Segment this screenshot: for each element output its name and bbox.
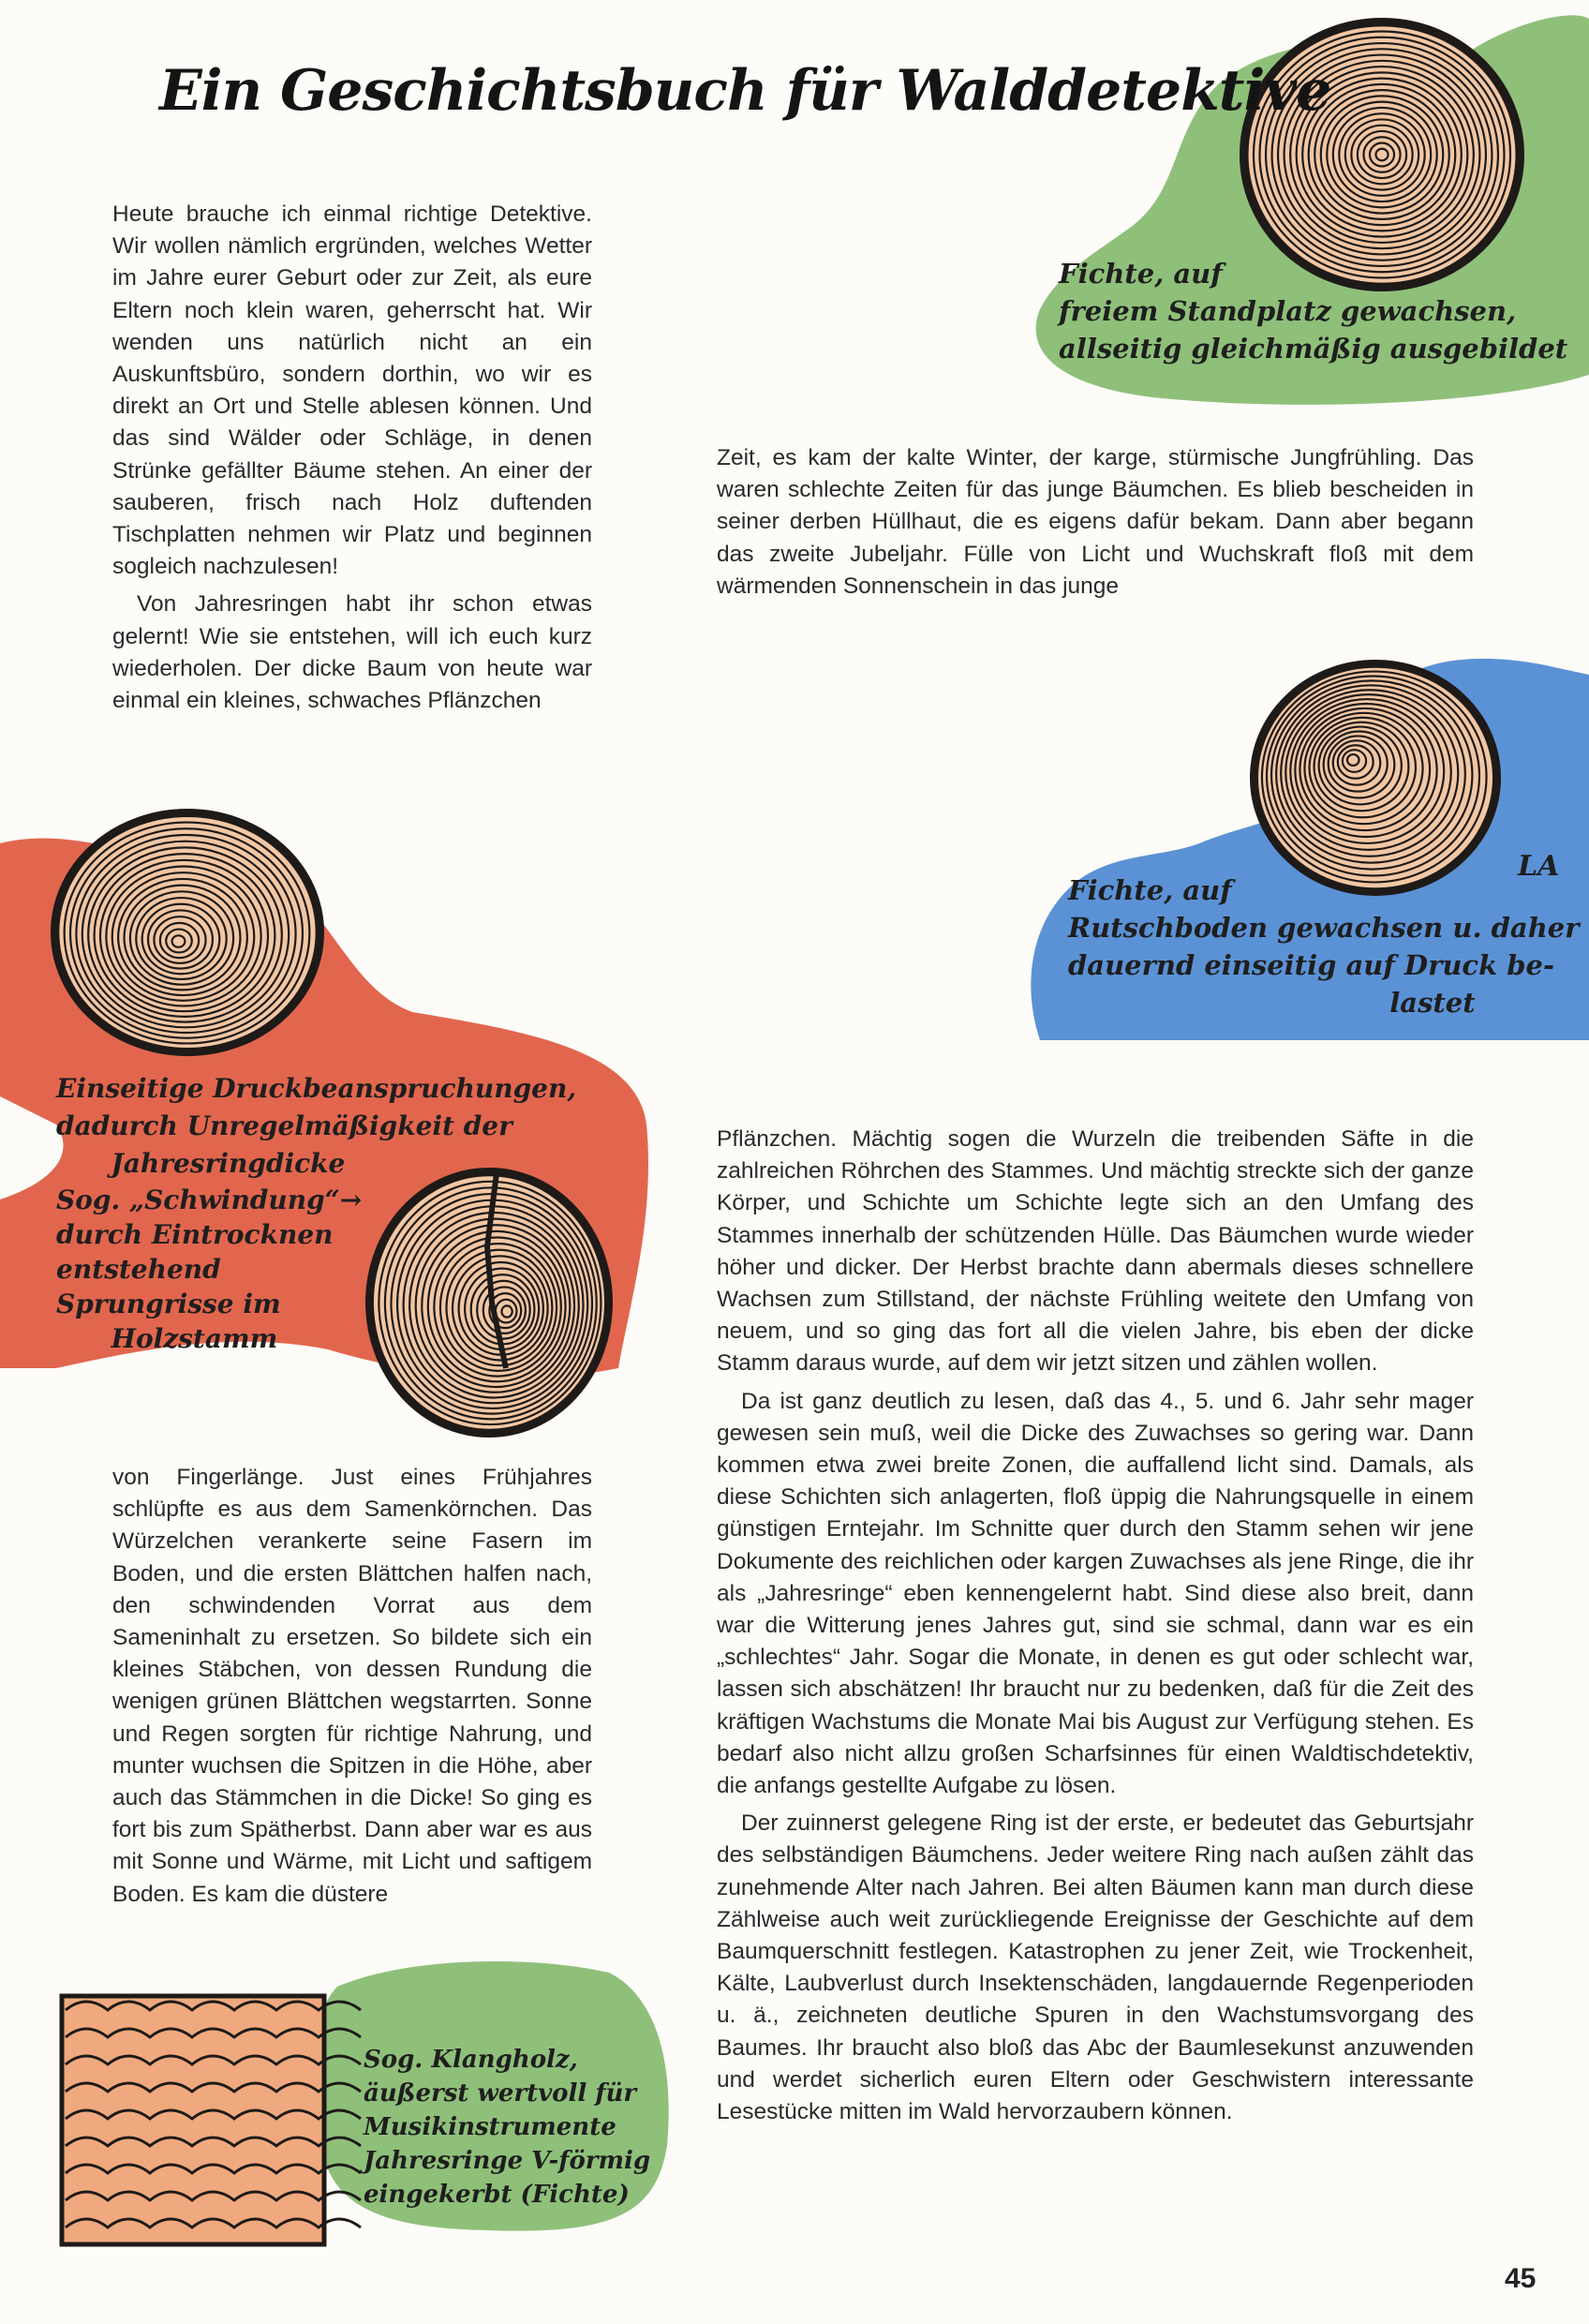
artist-signature: LA [1518,850,1560,883]
paragraph: von Fingerlänge. Just eines Frühjahres schlüpfte es aus dem Samenkörnchen. Das Würzelchen verankerte seine Fasern im Boden, und die ersten Blättchen halfen nach, den schwindenden Vorrat aus dem Sameninhalt zu ersetzen. So bildete sich ein kleines Stäbchen, von dessen Rundung die wenigen grünen Blättchen wegstarrten. Sonne und Regen sorgten für richtige Nahrung, und munter wuchsen die Spitzen in die Höhe, aber auch das Stämmchen in die Dicke! So ging es fort bis zum Spätherbst. Dann aber war es aus mit Sonne und Wärme, mit Licht und saftigem Boden. Es kam die düstere [112,1465,592,1907]
text-column-2-top [717,442,1474,603]
paragraph: Von Jahresringen habt ihr schon etwas gelernt! Wie sie entstehen, will ich euch kurz wiederholen. Der dicke Baum von heute war einmal ein kleines, schwaches Pflänzchen [112,591,592,714]
caption-fichte-rutschboden: Fichte, auf Rutschboden gewachsen u. daher dauernd einseitig auf Druck be- lastet [1068,874,1580,1019]
text-column-1-bottom [112,1462,592,1911]
caption-fichte-freistand: Fichte, auf freiem Standplatz gewachsen, allseitig gleichmäßig ausgebildet [1059,258,1568,365]
text-column-1-top [112,199,592,717]
text-column-2-bottom [717,1124,1474,2128]
page-number: 45 [1505,2263,1537,2294]
paragraph: Der zuinnerst gelegene Ring ist der erste, er bedeutet das Geburtsjahr des selbständigen Bäumchens. Jeder weitere Ring nach außen zählt das zunehmende Alter nach Jahren. Bei alten Bäumen kann man durch diese Zählweise auch weit zurückliegende Ereignisse der Geschichte auf dem Baumquerschnitt festlegen. Katastrophen zu jener Zeit, wie Trockenheit, Kälte, Laubverlust durch Insektenschäden, langdauernde Regenperioden u. ä., zeichneten deutliche Spuren in den Wachstumsvorgang des Baumes. Ihr braucht also bloß das Abc der Baumlesekunst anzuwenden und werdet sicherlich euren Eltern oder Geschwistern interessante Lesestücke mitten im Wald hervorzaubern können. [717,1810,1474,2125]
caption-druckbeanspruchung: Einseitige Druckbeanspruchungen, dadurch Unregelmäßigkeit der Jahresringdicke [56,1073,577,1179]
tree-disc-fichte-rutschboden [1254,663,1497,892]
tree-disc-druckbeanspruchung [54,812,320,1052]
caption-schwindung: Sog. „Schwindung“→ durch Eintrocknen entstehend Sprungrisse im Holzstamm [56,1184,363,1354]
paragraph: Heute brauche ich einmal richtige Detektive. Wir wollen nämlich ergründen, welches Wetter im Jahre eurer Geburt oder zur Zeit, als eure Eltern noch klein waren, geherrscht hat. Wir wenden uns natürlich nicht an ein Auskunftsbüro, sondern dorthin, wo wir es direkt an Ort und Stelle ablesen können. Und das sind Wälder oder Schläge, in denen Strünke gefällter Bäume stehen. An einer der sauberen, frisch nach Holz duftenden Tischplatten nehmen wir Platz und beginnen sogleich nachzulesen! [112,201,592,580]
paragraph: Da ist ganz deutlich zu lesen, daß das 4., 5. und 6. Jahr sehr mager gewesen sein muß, weil die Dicke des Zuwachses so gering war. Dann kommen etwa zwei breite Zonen, die auffallend licht sind. Damals, als diese Schichten sich anlagerten, floß üppig die Nahrungsquelle in einem günstigen Erntejahr. Im Schnitte quer durch den Stamm sehen wir jene Dokumente des reichlichen oder kargen Zuwachses als jene Ringe, die ihr als „Jahresringe“ eben kennengelernt habt. Sind diese also breit, dann war die Witterung jenes Jahres gut, sind sie schmal, dann war es ein „schlechtes“ Jahr. Sogar die Monate, in denen es gut oder schlecht war, lassen sich abschätzen! Ihr braucht nur zu bedenken, daß für die Zeit des kräftigen Wachstums die Monate Mai bis August zur Verfügung stehen. Es bedarf also nicht allzu großen Scharfsinnes für einen Waldtischdetektiv, die anfangs gestellte Aufgabe zu lösen. [717,1388,1474,1799]
caption-klangholz: Sog. Klangholz, äußerst wertvoll für Musikinstrumente Jahresringe V-förmig eingekerbt (Fichte) [364,2046,651,2209]
page-title: Ein Geschichtsbuch für Walddetektive [159,58,1331,124]
paragraph: Zeit, es kam der kalte Winter, der karge, stürmische Jungfrühling. Das waren schlechte Zeiten für das junge Bäumchen. Es blieb bescheiden in seiner derben Hüllhaut, die es eigens dafür bekam. Dann aber begann das zweite Jubeljahr. Fülle von Licht und Wuchskraft floß mit dem wärmenden Sonnenschein in das junge [717,445,1474,599]
paragraph: Pflänzchen. Mächtig sogen die Wurzeln die treibenden Säfte in die zahlreichen Röhrchen des Stammes. Und mächtig streckte sich der ganze Körper, und Schichte um Schichte legte sich an den Umfang des Stammes innerhalb der schützenden Hülle. Das Bäumchen wurde wieder höher und dicker. Der Herbst brachte dann abermals dieses schnellere Wachsen zum Stillstand, der nächste Frühling weitete den Umfang von neuem, und so ging das fort all die vielen Jahre, bis eben der dicke Stamm daraus wurde, auf dem wir jetzt sitzen und zählen wollen. [717,1126,1474,1377]
